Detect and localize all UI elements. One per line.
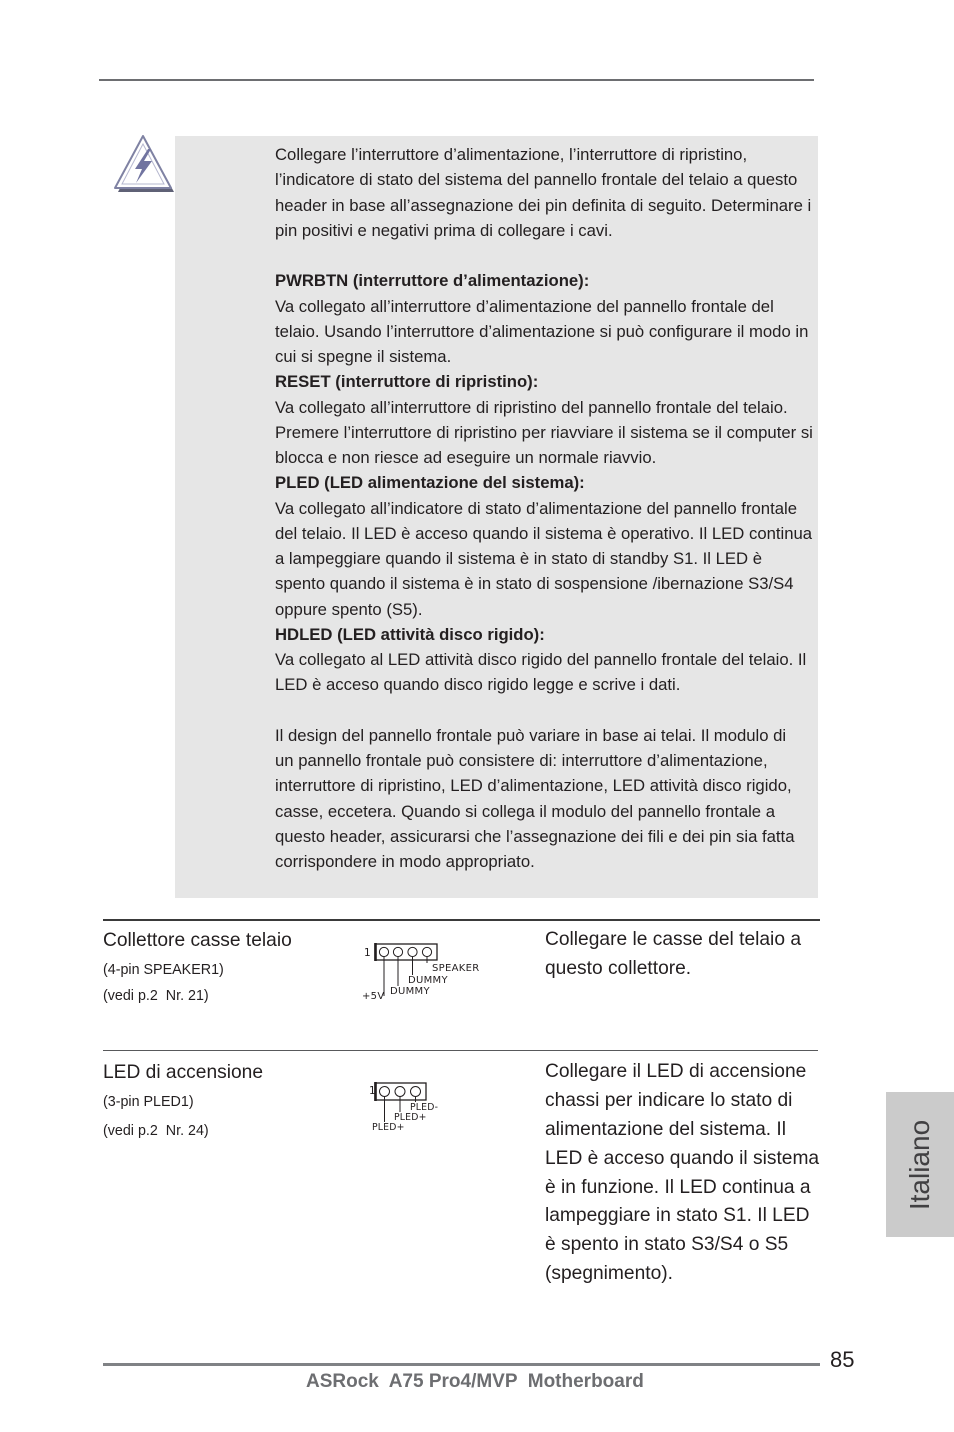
connector-title-power-led: LED di accensione [103,1062,263,1083]
footer-rule [103,1363,820,1366]
connector-pin-info: (3-pin PLED1) [103,1094,194,1110]
connector-pin-info: (4-pin SPEAKER1) [103,962,224,978]
notice-line: Il design del pannello frontale può variare in base ai telai. Il modulo di [275,725,787,745]
description-line: (spegnimento). [545,1263,673,1285]
description-line: è in funzione. Il LED continua a [545,1176,811,1198]
pin-label-pled-plus: PLED+ [372,1122,405,1133]
notice-line: del telaio. Il LED è acceso quando il sistema è operativo. Il LED continua [275,523,813,543]
notice-line: oppure spento (S5). [275,599,423,619]
description-line: alimentazione del sistema. Il [545,1118,787,1140]
notice-line: casse, eccetera. Quando si collega il modulo del pannello frontale a [275,801,776,821]
section-heading-hdled: HDLED (LED attività disco rigido): [275,624,545,644]
warning-lightning-icon [112,134,176,194]
speaker-header-diagram [358,940,488,1004]
section-rule [103,1050,818,1051]
connector-title-speaker: Collettore casse telaio [103,930,292,951]
notice-line: un pannello frontale può consistere di: interruttore d’alimentazione, [275,751,768,770]
notice-line: blocca e non riesce ad eseguire un normale riavvio. [275,448,657,467]
header-pin [380,1087,390,1097]
pin-label-dummy: DUMMY [408,975,448,986]
pin-label-speaker: SPEAKER [432,963,480,974]
footer-title: ASRock A75 Pro4/MVP Motherboard [306,1371,644,1392]
description-line: chassi per indicare lo stato di [545,1089,793,1111]
section-heading-reset: RESET (interruttore di ripristino): [275,372,539,392]
notice-line: interruttore di ripristino, LED d’alimentazione, LED attività disco rigido, [275,776,792,796]
language-side-tab [886,1092,954,1237]
notice-line: Collegare l’interruttore d’alimentazione, l’interruttore di ripristino, [275,145,748,164]
pin1-marker: 1 [364,947,371,959]
section-heading-pled: PLED (LED alimentazione del sistema): [275,473,585,493]
header-pin [395,1087,405,1097]
description-line: questo collettore. [545,957,692,979]
header-pin [393,947,402,956]
pin-label-pled-plus: PLED+ [394,1112,427,1123]
connector-page-reference: (vedi p.2 Nr. 24) [103,1123,209,1139]
notice-text [275,142,815,874]
pin1-marker: 1 [369,1085,376,1097]
header-pin [408,947,417,956]
section-rule [103,919,820,921]
notice-line: corrispondere in modo appropriato. [275,852,535,871]
description-line: LED è acceso quando il sistema [545,1147,820,1169]
notice-line: LED è acceso quando disco rigido legge e scrive i dati. [275,675,681,695]
notice-line: questo header, assicurarsi che l’assegnazione dei fili e dei pin sia fatta [275,826,795,846]
notice-line: telaio. Usando l’interruttore d’alimentazione si può configurare il modo in [275,321,809,341]
header-pin [411,1087,421,1097]
paragraph-gap [275,243,815,268]
notice-line: spento quando il sistema è in stato di sospensione /ibernazione S3/S4 [275,574,794,594]
notice-line: Va collegato al LED attività disco rigido del pannello frontale del telaio. Il [275,650,807,669]
power-led-header-diagram [362,1078,448,1134]
language-tab-label: Italiano [904,1119,935,1210]
description-line: Collegare le casse del telaio a [545,929,801,950]
top-rule [99,79,814,81]
notice-line: Va collegato all’indicatore di stato d’alimentazione del pannello frontale [275,498,797,518]
notice-line: a lampeggiare quando il sistema è in stato di standby S1. Il LED è [275,549,763,568]
notice-line: Premere l’interruttore di ripristino per riavviare il sistema se il computer si [275,422,813,442]
section-heading-pwrbtn: PWRBTN (interruttore d’alimentazione): [275,271,590,291]
connector-description [545,1058,819,1289]
page-number: 85 [830,1347,855,1372]
header-pin [422,947,431,956]
notice-line: Va collegato all’interruttore d’alimentazione del pannello frontale del [275,296,774,316]
pin-label-dummy: DUMMY [390,986,430,997]
header-pin [379,947,388,956]
pin-label-5v: +5V [362,991,385,1002]
description-line: è spento in stato S3/S4 o S5 [545,1234,789,1256]
notice-line: Va collegato all’interruttore di ripristino del pannello frontale del telaio. [275,397,788,417]
notice-line: l’indicatore di stato del sistema del pannello frontale del telaio a questo [275,170,798,190]
notice-line: cui si spegne il sistema. [275,347,452,366]
notice-line: header in base all’assegnazione dei pin definita di seguito. Determinare i [275,195,812,215]
connector-page-reference: (vedi p.2 Nr. 21) [103,988,209,1004]
connector-description [545,926,801,984]
paragraph-gap [275,698,815,723]
description-line: Collegare il LED di accensione [545,1061,807,1082]
notice-line: pin positivi e negativi prima di collegare i cavi. [275,220,613,240]
notice-panel [175,136,818,898]
description-line: lampeggiare in stato S1. Il LED [545,1205,810,1227]
pin-label-pled-minus: PLED- [410,1102,439,1113]
